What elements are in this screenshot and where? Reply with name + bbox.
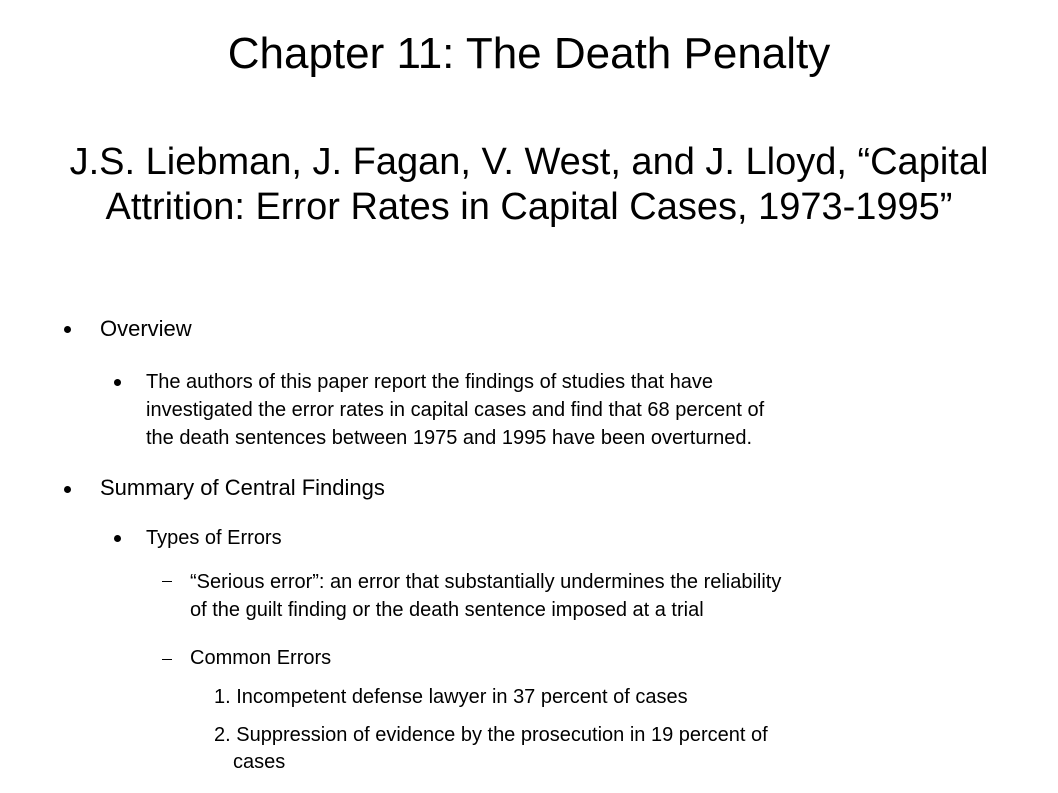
common-error-item-2: 2. Suppression of evidence by the prosecution in 19 percent of	[214, 724, 768, 746]
common-errors-label: Common Errors	[190, 647, 332, 669]
types-of-errors-label: Types of Errors	[146, 527, 282, 549]
overview-text-line-2: investigated the error rates in capital cases and find that 68 percent of	[146, 399, 765, 421]
dash-marker	[162, 659, 172, 660]
slide-title: Chapter 11: The Death Penalty	[227, 29, 831, 78]
slide-subtitle: J.S. Liebman, J. Fagan, V. West, and J. Lloyd, “Capital Attrition: Error Rates in Capital Cases, 1973-1995”	[69, 141, 989, 228]
bullet-dot	[114, 379, 121, 386]
common-error-item-1: 1. Incompetent defense lawyer in 37 percent of cases	[214, 686, 688, 708]
bullet-dot	[64, 486, 71, 493]
bullet-summary: Summary of Central Findings	[100, 475, 385, 500]
overview-text-line-3: the death sentences between 1975 and 1995 have been overturned.	[146, 427, 753, 449]
common-error-item-2-cont: cases	[233, 751, 286, 773]
bullet-overview: Overview	[100, 316, 192, 341]
bullet-dot	[114, 535, 121, 542]
overview-text-line-1: The authors of this paper report the findings of studies that have	[146, 371, 714, 393]
serious-error-line-1: “Serious error”: an error that substantially undermines the reliability	[190, 571, 782, 593]
serious-error-line-2: of the guilt finding or the death sentence imposed at a trial	[190, 599, 704, 621]
dash-marker	[162, 581, 172, 582]
bullet-dot	[64, 326, 71, 333]
